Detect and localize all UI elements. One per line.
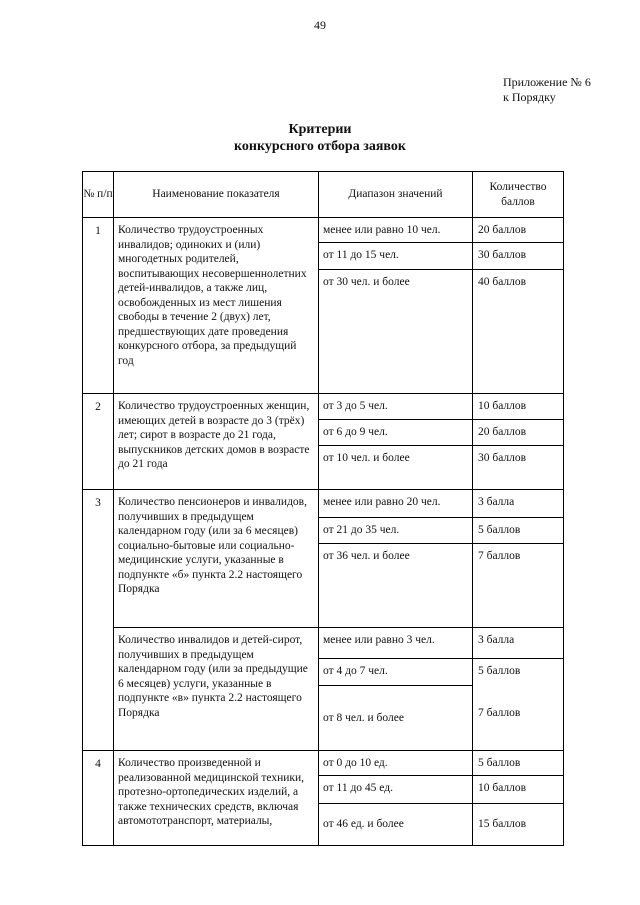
row-name: Количество инвалидов и детей-сирот, получивших в предыдущем календарном году (или за предыдущие 6 месяцев) услуги, указанные в подпункте «в» пункта 2.2 настоящего Порядка	[114, 628, 319, 751]
criteria-table	[82, 171, 564, 846]
table-row	[83, 394, 564, 420]
range-cell: от 4 до 7 чел.	[319, 659, 473, 686]
range-cell: от 46 ед. и более	[319, 803, 473, 845]
table-row	[83, 218, 564, 243]
range-cell: от 11 до 15 чел.	[319, 243, 473, 270]
range-cell: от 36 чел. и более	[319, 544, 473, 628]
score-cell: 40 баллов	[473, 270, 564, 394]
score-cell: 5 баллов	[478, 665, 521, 677]
row-name: Количество трудоустроенных женщин, имеющих детей в возрасте до 3 (трёх) лет; сирот в возрасте до 21 года, выпускников детских домов в возрасте до 21 года	[114, 394, 319, 490]
row-num: 2	[83, 394, 114, 490]
range-cell: от 0 до 10 ед.	[319, 751, 473, 776]
header-range: Диапазон значений	[319, 172, 473, 218]
range-cell: от 8 чел. и более	[319, 686, 473, 751]
table-row	[83, 490, 564, 518]
header-num: № п/п	[83, 172, 114, 218]
row-num: 4	[83, 751, 114, 846]
score-cell: 15 баллов	[473, 803, 564, 845]
score-cell: 10 баллов	[473, 775, 564, 803]
row-name: Количество произведенной и реализованной медицинской техники, протезно-ортопедических изделий, а также технических средств, включая автомототранспорт, материалы,	[114, 751, 319, 846]
row-num: 3	[83, 490, 114, 751]
score-cell: 20 баллов	[473, 218, 564, 243]
score-cell: 5 баллов	[473, 751, 564, 776]
score-cell: 7 баллов	[478, 707, 521, 719]
score-cell: 20 баллов	[473, 420, 564, 446]
range-cell: от 11 до 45 ед.	[319, 775, 473, 803]
appendix-line-2: к Порядку	[503, 90, 556, 104]
range-cell: от 30 чел. и более	[319, 270, 473, 394]
appendix-line-1: Приложение № 6	[503, 75, 591, 89]
document-title	[0, 121, 640, 155]
score-cell: 5 баллов	[473, 518, 564, 544]
range-cell: менее или равно 20 чел.	[319, 490, 473, 518]
range-cell: от 6 до 9 чел.	[319, 420, 473, 446]
score-cell: 30 баллов	[473, 446, 564, 490]
score-cell: 7 баллов	[473, 544, 564, 628]
title-line-2: конкурсного отбора заявок	[234, 139, 406, 154]
row-num: 1	[83, 218, 114, 394]
header-name: Наименование показателя	[114, 172, 319, 218]
table-header-row	[83, 172, 564, 218]
score-group-cell	[473, 659, 564, 751]
score-cell: 10 баллов	[473, 394, 564, 420]
range-cell: от 10 чел. и более	[319, 446, 473, 490]
title-line-1: Критерии	[288, 122, 352, 137]
range-cell: от 21 до 35 чел.	[319, 518, 473, 544]
appendix-note	[503, 75, 591, 105]
range-cell: от 3 до 5 чел.	[319, 394, 473, 420]
score-cell: 30 баллов	[473, 243, 564, 270]
score-cell: 3 балла	[473, 490, 564, 518]
table-row	[83, 751, 564, 776]
range-cell: менее или равно 10 чел.	[319, 218, 473, 243]
page-number: 49	[314, 18, 326, 32]
header-score: Количество баллов	[473, 172, 564, 218]
score-cell: 3 балла	[473, 628, 564, 659]
row-name: Количество трудоустроенных инвалидов; одиноких и (или) многодетных родителей, воспитывающих несовершеннолетних детей-инвалидов, а также лиц, освобожденных из мест лишения свободы в течение 2 (двух) лет, предшествующих дате проведения конкурсного отбора, за предыдущий год	[114, 218, 319, 394]
table-row	[83, 628, 564, 659]
range-cell: менее или равно 3 чел.	[319, 628, 473, 659]
row-name: Количество пенсионеров и инвалидов, получивших в предыдущем календарном году (или за 6 месяцев) социально-бытовые или социально-медицинские услуги, указанные в подпункте «б» пункта 2.2 настоящего Порядка	[114, 490, 319, 628]
